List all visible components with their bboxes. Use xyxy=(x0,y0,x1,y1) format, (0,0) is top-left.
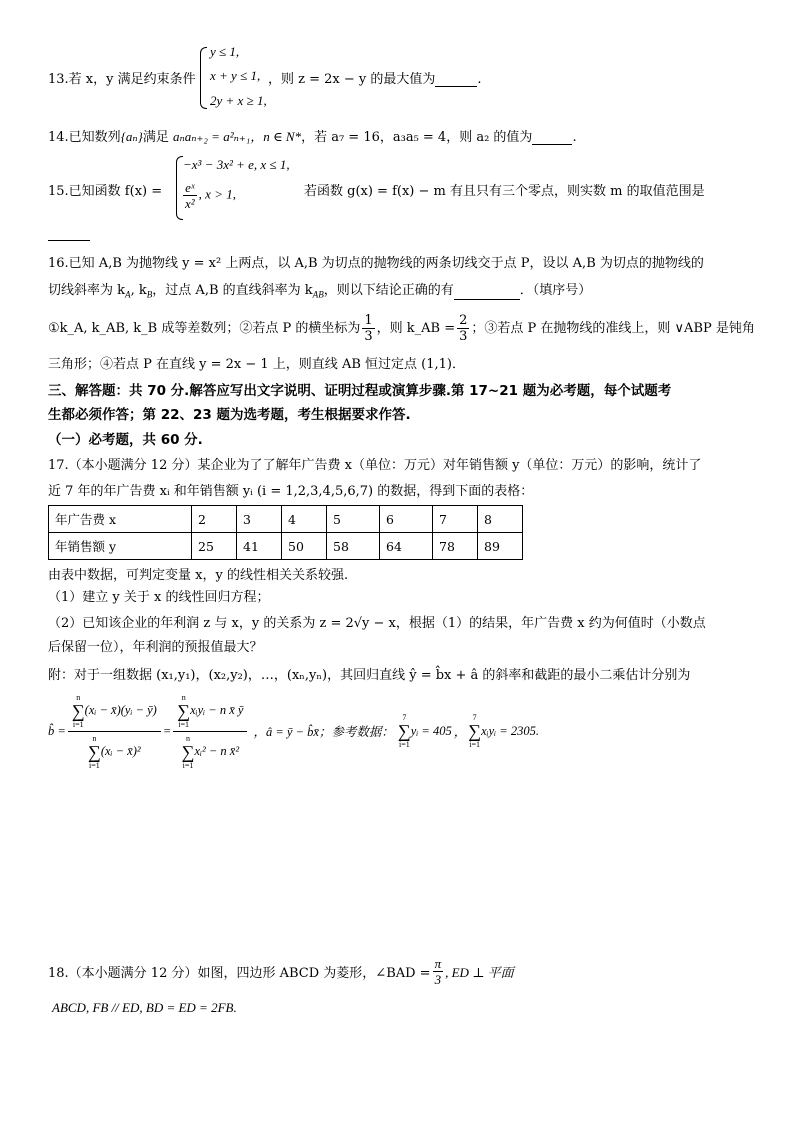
q17-formula-b-lhs: b̂ = xyxy=(48,723,66,738)
q18-line1b: , ED ⊥ 平面 xyxy=(445,965,514,980)
table-cell: 3 xyxy=(237,506,282,533)
q18-frac-num: π xyxy=(434,956,442,971)
q17-line2: 近 7 年的年广告费 xᵢ 和年销售额 yᵢ (i = 1,2,3,4,5,6,7) 的数据，得到下面的表格： xyxy=(48,484,534,499)
q16-line2d: ，则以下结论正确的有 xyxy=(323,283,454,298)
table-cell: 4 xyxy=(282,506,327,533)
sum-icon: n ∑ i=1 xyxy=(177,692,191,729)
q15-piece-1: −x³ − 3x² + e, x ≤ 1, xyxy=(183,157,290,172)
q17-part2a: （2）已知该企业的年利润 z 与 x，y 的关系为 z = 2√y − x，根据（1）的结果，年广告费 x 约为何值时（小数点 xyxy=(48,616,706,631)
table-cell: 25 xyxy=(192,533,237,560)
table-row xyxy=(49,506,523,533)
q16-opt1: ①k_A, k_AB, k_B 成等差数列；②若点 P 的横坐标为 xyxy=(48,321,361,336)
q15-prefix: 15.已知函数 f(x) = xyxy=(48,184,163,199)
table-cell: 41 xyxy=(237,533,282,560)
q17-ref1: yᵢ = 405 xyxy=(410,723,452,738)
q16-line2 xyxy=(48,279,591,300)
q14-text-c: ，若 a₇ = 16，a₃a₅ = 4，则 a₂ 的值为 xyxy=(301,130,533,145)
q15-suffix: 若函数 g(x) = f(x) − m 有且只有三个零点，则实数 m 的取值范围是 xyxy=(304,184,705,199)
q16-line2e: ．（填序号） xyxy=(519,283,592,298)
q16-frac2-den: 3 xyxy=(459,329,468,344)
q17-data-table xyxy=(48,505,523,560)
q13-constraint-1: y ≤ 1, xyxy=(210,44,240,59)
q18-line2: ABCD, FB // ED, BD = ED = 2FB. xyxy=(52,1000,237,1015)
table-header-x: 年广告费 x xyxy=(49,506,192,533)
q14-text-b: 满足 xyxy=(142,130,169,145)
table-cell: 2 xyxy=(192,506,237,533)
sum-icon: n ∑ i=1 xyxy=(87,733,101,770)
table-row xyxy=(49,533,523,560)
q16-sub-b: B xyxy=(146,289,153,300)
sum-icon: 7 ∑ i=1 xyxy=(468,713,482,749)
table-cell: 64 xyxy=(380,533,433,560)
q18-frac-den: 3 xyxy=(434,972,442,987)
q14-answer-blank xyxy=(532,144,572,145)
q16-line2a: 切线斜率为 k xyxy=(48,283,126,298)
q17-line1: 17.（本小题满分 12 分）某企业为了了解年广告费 x（单位：万元）对年销售额 y（单位：万元）的影响，统计了 xyxy=(48,458,702,473)
q16-opt1b: ，则 k_AB = xyxy=(376,321,456,336)
q17-after-table: 由表中数据，可判定变量 x，y 的线性相关关系较强. xyxy=(48,568,349,583)
q13-suffix-text: ，则 z = 2x − y 的最大值为 xyxy=(268,72,436,87)
q14-seq: {aₙ} xyxy=(120,129,143,144)
q15-piece-2 xyxy=(181,180,236,211)
q14: 14.已知数列{aₙ}满足 aₙaₙ₊₂ = a²ₙ₊₁，n ∈ N*，若 a₇ = 16，a₃a₅ = 4，则 a₂ 的值为 . xyxy=(48,129,577,145)
q13-brace xyxy=(200,47,207,109)
table-cell: 78 xyxy=(433,533,478,560)
table-cell: 8 xyxy=(478,506,523,533)
q16-frac1-den: 3 xyxy=(364,329,373,344)
q13-prefix: 13.若 x，y 满足约束条件 xyxy=(48,72,196,87)
section3-line1: 三、解答题：共 70 分.解答应写出文字说明、证明过程或演算步骤.第 17~21 题为必考题，每个试题考 xyxy=(48,383,672,399)
section3-subheading: （一）必考题，共 60 分. xyxy=(48,432,203,448)
q18-line1a: 18.（本小题满分 12 分）如图，四边形 ABCD 为菱形，∠BAD = xyxy=(48,966,431,981)
q16-line1: 16.已知 A,B 为抛物线 y = x² 上两点，以 A,B 为切点的抛物线的两条切线交于点 P，设以 A,B 为切点的抛物线的 xyxy=(48,256,704,271)
q17-formula-den2: xᵢ² − n x̄² xyxy=(194,743,240,758)
q15-piece2-cond: , x > 1, xyxy=(198,186,236,202)
table-cell: 50 xyxy=(282,533,327,560)
q17-appendix: 附：对于一组数据 (x₁,y₁)，(x₂,y₂)，…，(xₙ,yₙ)，其回归直线 ŷ = b̂x + â 的斜率和截距的最小二乘估计分别为 xyxy=(48,668,691,683)
q16-options xyxy=(48,313,755,344)
q14-text-a: 14.已知数列 xyxy=(48,130,121,145)
q14-formula: aₙaₙ₊₂ = a²ₙ₊₁，n ∈ N* xyxy=(173,129,302,144)
table-cell: 7 xyxy=(433,506,478,533)
q16-sub-ab: AB xyxy=(312,289,324,300)
q16-frac2-num: 2 xyxy=(459,313,468,328)
q17-formula-a: ，â = ȳ − b̂x̄；参考数据： xyxy=(253,725,394,739)
q16-sub-a: A xyxy=(125,289,131,300)
table-cell: 6 xyxy=(380,506,433,533)
table-cell: 89 xyxy=(478,533,523,560)
table-cell: 58 xyxy=(327,533,380,560)
q16-opt1c: ；③若点 P 在抛物线的准线上，则 ∨ABP 是钝角 xyxy=(471,321,755,336)
q17-part1: （1）建立 y 关于 x 的线性回归方程； xyxy=(48,590,270,605)
q16-line2b: , k xyxy=(130,283,147,298)
q13-suffix: ，则 z = 2x − y 的最大值为 . xyxy=(268,72,482,87)
q15-piece2-den: x² xyxy=(185,196,195,211)
q13-constraint-3: 2y + x ≥ 1, xyxy=(210,93,267,108)
sum-icon: n ∑ i=1 xyxy=(71,692,85,729)
q16-line4: 三角形；④若点 P 在直线 y = 2x − 1 上，则直线 AB 恒过定点 (1,1)． xyxy=(48,357,465,372)
q13-constraint-2: x + y ≤ 1, xyxy=(210,68,261,83)
q17-formula-num2: xᵢyᵢ − n x̄ ȳ xyxy=(190,702,244,717)
q17-formula: b̂ = n ∑ i=1(xᵢ − x̄)(yᵢ − ȳ) n ∑ i=1(xᵢ − x̄)² = n ∑ i=1xᵢyᵢ − n x̄ ȳ n ∑ i=1xᵢ² − n x̄² ，â = ȳ − b̂x̄；参考数据： 7 ∑ i=1 yᵢ = 405 ， 7 ∑ i=1 xᵢyᵢ = 2305. xyxy=(48,692,539,770)
sum-icon: 7 ∑ i=1 xyxy=(397,713,411,749)
q18-line1 xyxy=(48,956,514,987)
q16-answer-blank xyxy=(454,299,520,300)
q15-piece2-num: eˣ xyxy=(183,180,197,196)
q17-formula-den1: (xᵢ − x̄)² xyxy=(100,743,141,758)
table-cell: 5 xyxy=(327,506,380,533)
q15-answer-blank xyxy=(48,226,90,241)
q16-frac1-num: 1 xyxy=(364,313,373,328)
q17-part2b: 后保留一位），年利润的预报值最大？ xyxy=(48,640,263,655)
sum-icon: n ∑ i=1 xyxy=(181,733,195,770)
q17-formula-num1: (xᵢ − x̄)(yᵢ − ȳ) xyxy=(84,702,157,717)
section3-line2: 生都必须作答；第 22、23 题为选考题，考生根据要求作答. xyxy=(48,407,411,423)
q13-answer-blank xyxy=(435,86,477,87)
q16-line2c: ，过点 A,B 的直线斜率为 k xyxy=(152,283,313,298)
table-header-y: 年销售额 y xyxy=(49,533,192,560)
q17-ref2: xᵢyᵢ = 2305. xyxy=(481,723,539,738)
